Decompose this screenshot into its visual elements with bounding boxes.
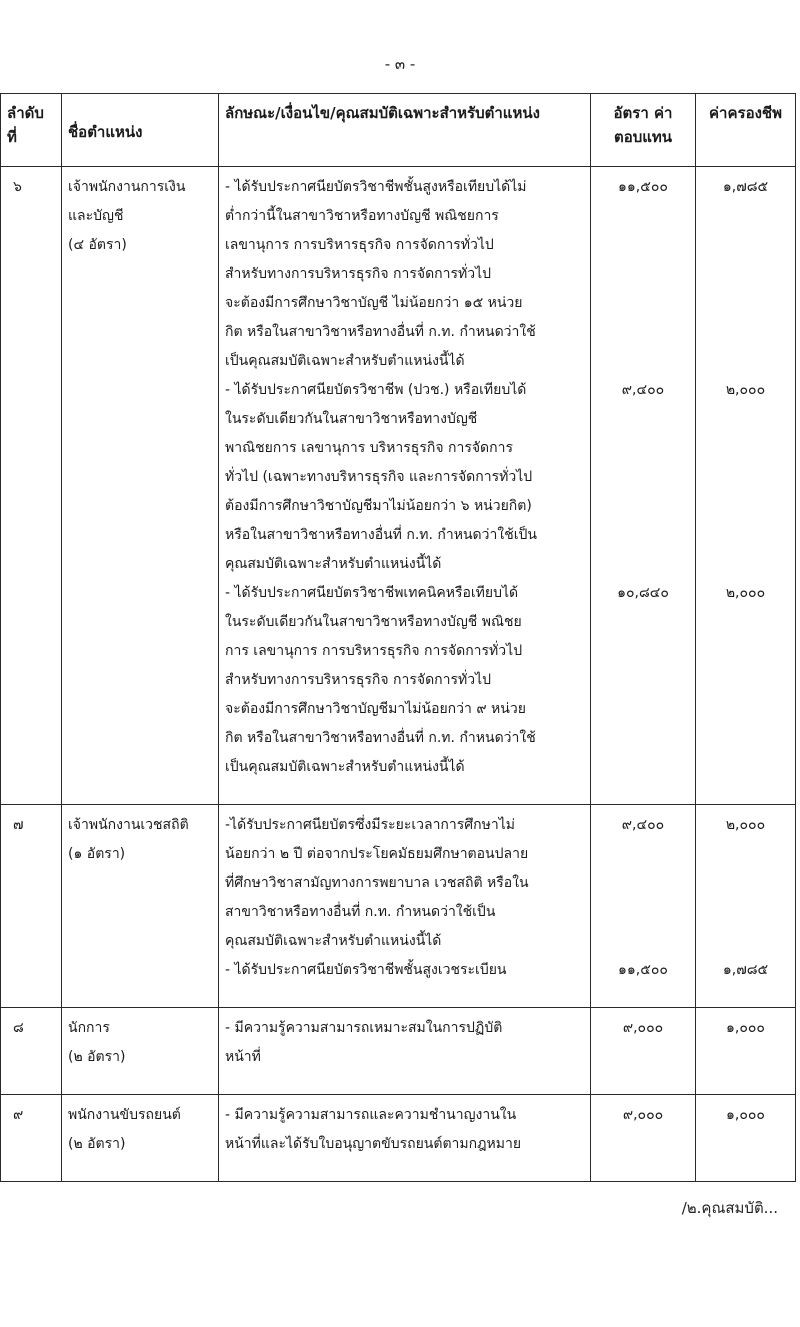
row-seq: ๖ (1, 167, 62, 805)
row-cost-of-living-value: ๒,๐๐๐ (725, 817, 766, 833)
row-conditions (219, 1008, 591, 1095)
header-cost-of-living: ค่าครองชีพ (696, 94, 796, 167)
row-position-name: เจ้าพนักงานเวชสถิติ (๑ อัตรา) (62, 805, 219, 1008)
condition-item: -ได้รับประกาศนียบัตรซึ่งมีระยะเวลาการศึกษาไม่ น้อยกว่า ๒ ปี ต่อจากประโยคมัธยมศึกษาตอนปลาย ที่ศึกษาวิชาสามัญทางการพยาบาล เวชสถิติ หรือใน สาขาวิชาหรือทางอื่นที่ ก.ท. กำหนดว่าใช้เป็น คุณสมบัติเฉพาะสำหรับตำแหน่งนี้ได้ (225, 817, 529, 949)
row-rate-value: ๑๐,๘๔๐ (617, 585, 669, 601)
continuation-reference: /๒.คุณสมบัติ... (681, 1199, 778, 1217)
condition-item: - ได้รับประกาศนียบัตรวิชาชีพชั้นสูงเวชระเบียน (225, 962, 507, 978)
condition-item: - ได้รับประกาศนียบัตรวิชาชีพเทคนิคหรือเทียบได้ ในระดับเดียวกันในสาขาวิชาหรือทางบัญชี พณิชย การ เลขานุการ การบริหารธุรกิจ การจัดการทั่วไป สำหรับทางการบริหารธุรกิจ การจัดการทั่วไป จะต้องมีการศึกษาวิชาบัญชีมาไม่น้อยกว่า ๙ หน่วย กิต หรือในสาขาวิชาหรือทางอื่นที่ ก.ท. กำหนดว่าใช้ เป็นคุณสมบัติเฉพาะสำหรับตำแหน่งนี้ได้ (225, 585, 536, 775)
condition-item: - ได้รับประกาศนียบัตรวิชาชีพชั้นสูงหรือเทียบได้ไม่ ต่ำกว่านี้ในสาขาวิชาหรือทางบัญชี พณิชยการ เลขานุการ การบริหารธุรกิจ การจัดการทั่วไป สำหรับทางการบริหารธุรกิจ การจัดการทั่วไป จะต้องมีการศึกษาวิชาบัญชี ไม่น้อยกว่า ๑๕ หน่วย กิต หรือในสาขาวิชาหรือทางอื่นที่ ก.ท. กำหนดว่าใช้ เป็นคุณสมบัติเฉพาะสำหรับตำแหน่งนี้ได้ (225, 179, 536, 369)
row-cost-of-living (696, 1008, 796, 1095)
row-cost-of-living-value: ๒,๐๐๐ (725, 585, 766, 601)
row-cost-of-living (696, 167, 796, 805)
row-rate-value: ๙,๐๐๐ (622, 1107, 664, 1123)
header-position: ชื่อตำแหน่ง (62, 94, 219, 167)
row-rate-value: ๙,๔๐๐ (621, 817, 665, 833)
table-row (1, 1095, 796, 1182)
table-row (1, 805, 796, 1008)
condition-item: - ได้รับประกาศนียบัตรวิชาชีพ (ปวช.) หรือเทียบได้ ในระดับเดียวกันในสาขาวิชาหรือทางบัญชี พาณิชยการ เลขานุการ บริหารธุรกิจ การจัดการ ทั่วไป (เฉพาะทางบริหารธุรกิจ และการจัดการทั่วไป ต้องมีการศึกษาวิชาบัญชีมาไม่น้อยกว่า ๖ หน่วยกิต) หรือในสาขาวิชาหรือทางอื่นที่ ก.ท. กำหนดว่าใช้เป็น คุณสมบัติเฉพาะสำหรับตำแหน่งนี้ได้ (225, 382, 537, 572)
row-rate-value: ๑๑,๕๐๐ (618, 962, 668, 978)
row-cost-of-living-value: ๑,๐๐๐ (726, 1020, 765, 1036)
row-rate-value: ๑๑,๕๐๐ (618, 179, 668, 195)
positions-table (0, 93, 796, 1182)
row-seq: ๗ (1, 805, 62, 1008)
row-cost-of-living (696, 1095, 796, 1182)
row-conditions (219, 167, 591, 805)
row-rate (591, 1095, 696, 1182)
row-conditions (219, 1095, 591, 1182)
table-header-row (1, 94, 796, 167)
table-row (1, 167, 796, 805)
row-cost-of-living-value: ๑,๐๐๐ (726, 1107, 765, 1123)
row-seq: ๘ (1, 1008, 62, 1095)
row-conditions (219, 805, 591, 1008)
page-number: - ๓ - (384, 55, 416, 73)
header-seq: ลำดับ ที่ (1, 94, 62, 167)
row-cost-of-living-value: ๑,๗๘๕ (722, 962, 769, 978)
condition-item: - มีความรู้ความสามารถเหมาะสมในการปฏิบัติ หน้าที่ (225, 1020, 503, 1065)
row-cost-of-living (696, 805, 796, 1008)
row-rate-value: ๙,๐๐๐ (622, 1020, 664, 1036)
row-cost-of-living-value: ๑,๗๘๕ (722, 179, 769, 195)
row-rate (591, 805, 696, 1008)
row-rate-value: ๙,๔๐๐ (621, 382, 665, 398)
condition-item: - มีความรู้ความสามารถและความชำนาญงานใน หน้าที่และได้รับใบอนุญาตขับรถยนต์ตามกฎหมาย (225, 1107, 522, 1152)
header-conditions: ลักษณะ/เงื่อนไข/คุณสมบัติเฉพาะสำหรับตำแหน่ง (219, 94, 591, 167)
row-position-name: พนักงานขับรถยนต์ (๒ อัตรา) (62, 1095, 219, 1182)
row-position-name: นักการ (๒ อัตรา) (62, 1008, 219, 1095)
header-rate: อัตรา ค่าตอบแทน (591, 94, 696, 167)
row-cost-of-living-value: ๒,๐๐๐ (725, 382, 766, 398)
row-rate (591, 1008, 696, 1095)
row-position-name: เจ้าพนักงานการเงิน และบัญชี (๔ อัตรา) (62, 167, 219, 805)
table-row (1, 1008, 796, 1095)
row-rate (591, 167, 696, 805)
row-seq: ๙ (1, 1095, 62, 1182)
